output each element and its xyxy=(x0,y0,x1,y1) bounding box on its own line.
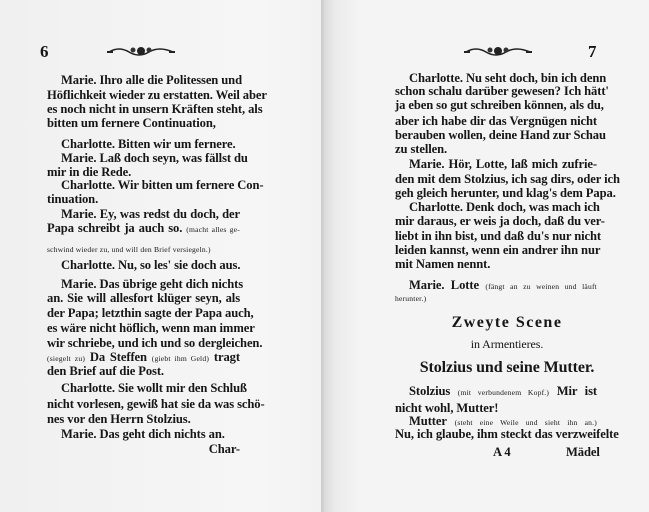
ornament-icon xyxy=(462,45,534,59)
text-line: mir daraus, er weis ja doch, daß du ver- xyxy=(395,214,605,228)
text-line: aber ich habe dir das Vergnügen nicht xyxy=(395,114,597,128)
text-line: der Papa; letzthin sagte der Papa auch, xyxy=(47,306,254,320)
text-line: zu stellen. xyxy=(395,142,448,156)
text-line: es noch nicht in unsern Kräften steht, als xyxy=(47,102,263,116)
text-line: Marie. Ey, was redst du doch, der xyxy=(61,207,240,221)
text-line: leiden kannst, wenn ein andrer ihn nur xyxy=(395,243,601,257)
text: tragt xyxy=(213,350,240,364)
text-line: nicht wohl, Mutter! xyxy=(395,401,499,415)
text-line xyxy=(395,384,597,400)
text-line xyxy=(47,221,240,237)
text-line: Nu, ich glaube, ihm steckt das verzweifelte xyxy=(395,427,619,441)
text-line: geh gleich herunter, und klag's dem Papa. xyxy=(395,186,616,200)
text-line: Marie. Hör, Lotte, laß mich zufrie- xyxy=(409,157,597,171)
text-line: schon schalu darüber gewesen? Ich hätt' xyxy=(395,84,609,98)
text-line: den Brief auf die Post. xyxy=(47,364,164,378)
stage-direction: (giebt ihm Geld) xyxy=(151,354,210,363)
text: Papa schreibt ja auch so. xyxy=(47,221,183,235)
text-line: Charlotte. Sie wollt mir den Schluß xyxy=(61,381,247,395)
text: Marie. Lotte xyxy=(409,278,479,292)
text-line: mit Namen nennt. xyxy=(395,257,491,271)
stage-direction: schwind wieder zu, und will den Brief versiegeln.) xyxy=(47,245,211,254)
catchword: Mädel xyxy=(566,445,600,459)
ornament-icon xyxy=(105,45,177,59)
stage-direction: (macht alles ge- xyxy=(186,225,240,234)
text-line: nicht vorlesen, gewiß hat sie da was schö- xyxy=(47,397,265,411)
text-line: berauben wollen, deine Hand zur Schau xyxy=(395,128,606,142)
scene-place: in Armentieres. xyxy=(470,337,544,351)
text-line: Marie. Das übrige geht dich nichts xyxy=(61,277,244,291)
text-line: nes vor den Herrn Stolzius. xyxy=(47,412,191,426)
scene-title: Zweyte Scene xyxy=(451,314,563,331)
text-line: Marie. Das geht dich nichts an. xyxy=(61,427,225,441)
signature-mark: A 4 xyxy=(493,445,511,459)
text: Mutter xyxy=(409,414,447,428)
stage-direction: (steht eine Weile und sieht ihn an.) xyxy=(454,418,597,427)
page-number-left: 6 xyxy=(40,42,49,61)
text-line: Höflichkeit wieder zu erstatten. Weil aber xyxy=(47,88,267,102)
text-line: Charlotte. Wir bitten um fernere Con- xyxy=(61,178,264,192)
text-line: Marie. Laß doch seyn, was fällst du xyxy=(61,151,248,165)
stage-direction: (fängt an zu weinen und läuft xyxy=(485,282,597,291)
text-line: wir schriebe, und ich und so dergleichen. xyxy=(47,336,263,350)
text-line: den mit dem Stolzius, ich sag dirs, oder ich xyxy=(395,172,620,186)
stage-direction: herunter.) xyxy=(395,294,427,303)
text-line: liebt in ihn bist, und daß du's nur nicht xyxy=(395,229,602,243)
scene-persons: Stolzius und seine Mutter. xyxy=(419,359,595,376)
text-line: bitten um fernere Continuation, xyxy=(47,116,216,130)
text-line: mir in die Rede. xyxy=(47,165,132,179)
text-line: Charlotte. Nu, so les' sie doch aus. xyxy=(61,258,241,272)
text-line: Charlotte. Nu seht doch, bin ich denn xyxy=(409,71,607,85)
stage-direction: (mit verbundenem Kopf.) xyxy=(457,388,550,397)
text-line: ja eben so gut schreiben können, als du, xyxy=(395,98,604,112)
text-line: Charlotte. Bitten wir um fernere. xyxy=(61,137,236,151)
text: Da Steffen xyxy=(89,350,147,364)
text-line: Marie. Ihro alle die Politessen und xyxy=(61,73,242,87)
text-line: tinuation. xyxy=(47,192,99,206)
text-line: es wäre nicht höflich, wenn man immer xyxy=(47,321,255,335)
stage-direction: (siegelt zu) xyxy=(47,354,86,363)
text-line: an. Sie will allesfort klüger seyn, als xyxy=(47,291,240,305)
page-number-right: 7 xyxy=(588,42,597,61)
catchword: Char- xyxy=(208,442,240,456)
text: Stolzius xyxy=(409,384,451,398)
text: Mir ist xyxy=(556,384,597,398)
text-line: Charlotte. Denk doch, was mach ich xyxy=(409,200,600,214)
